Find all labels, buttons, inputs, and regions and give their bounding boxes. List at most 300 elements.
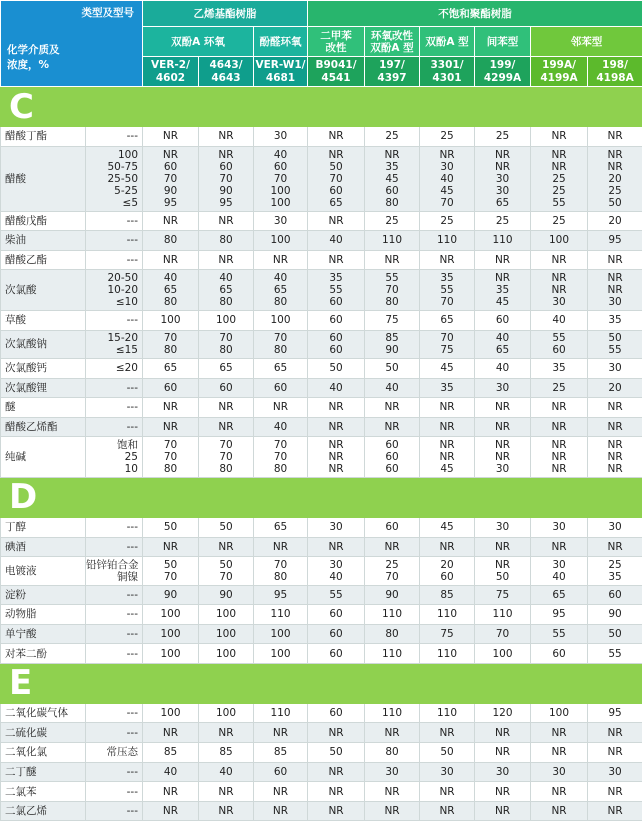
temperature-value: 110	[420, 644, 475, 664]
table-row	[1, 358, 642, 378]
temperature-value: NR	[365, 723, 420, 743]
temperature-value: 25 35	[588, 557, 642, 585]
medium-name: 动物脂	[1, 605, 86, 625]
table-row	[1, 723, 642, 743]
concentration: ---	[86, 378, 143, 398]
temperature-value: 70	[475, 624, 531, 644]
temperature-value: NR	[199, 537, 254, 557]
temperature-value: 80	[199, 231, 254, 251]
temperature-value: 35	[531, 358, 588, 378]
temperature-value: 100	[199, 624, 254, 644]
temperature-value: 65	[531, 585, 588, 605]
temperature-value: 35	[420, 378, 475, 398]
temperature-value: 85	[143, 743, 199, 763]
temperature-value: NR	[143, 398, 199, 418]
temperature-value: 100	[199, 644, 254, 664]
temperature-value: NR	[199, 723, 254, 743]
temperature-value: 30 40	[308, 557, 365, 585]
concentration: 铅锌铂合金 铜镍	[86, 557, 143, 585]
temperature-value: 65	[254, 517, 308, 537]
temperature-value: 90	[199, 585, 254, 605]
temperature-value: 100	[143, 605, 199, 625]
temperature-value: NR	[143, 417, 199, 437]
temperature-value: 35	[588, 310, 642, 330]
table-row	[1, 330, 642, 358]
temperature-value: NR	[475, 801, 531, 821]
temperature-value: NR	[143, 537, 199, 557]
temperature-value: NR	[254, 398, 308, 418]
temperature-value: 40 65 80	[199, 270, 254, 311]
temperature-value: 100	[143, 703, 199, 723]
temperature-value: NR	[254, 250, 308, 270]
temperature-value: 60	[531, 644, 588, 664]
temperature-value: 65	[199, 358, 254, 378]
concentration: ---	[86, 801, 143, 821]
temperature-value: NR	[531, 417, 588, 437]
temperature-value: 90	[143, 585, 199, 605]
temperature-value: NR	[143, 211, 199, 231]
temperature-value: 40	[308, 378, 365, 398]
temperature-value: NR	[308, 127, 365, 147]
temperature-value: 55	[588, 644, 642, 664]
temperature-value: 100	[199, 605, 254, 625]
temperature-value: 70 70 80	[143, 437, 199, 478]
temperature-value: 110	[475, 605, 531, 625]
corner-medium-label: 化学介质及 浓度，%	[7, 44, 60, 71]
temperature-value: NR NR 45	[420, 437, 475, 478]
temperature-value: NR	[475, 537, 531, 557]
temperature-value: NR	[308, 723, 365, 743]
table-row	[1, 782, 642, 802]
temperature-value: NR	[588, 537, 642, 557]
concentration: ---	[86, 231, 143, 251]
temperature-value: 100	[143, 310, 199, 330]
temperature-value: NR NR NR	[531, 437, 588, 478]
temperature-value: 110	[254, 703, 308, 723]
temperature-value: 40 65	[475, 330, 531, 358]
medium-name: 二硫化碳	[1, 723, 86, 743]
temperature-value: 25	[365, 127, 420, 147]
temperature-value: NR	[588, 127, 642, 147]
table-row	[1, 743, 642, 763]
temperature-value: NR	[531, 398, 588, 418]
type-bisphenol: 双酚A 型	[420, 27, 475, 57]
temperature-value: NR 35 45 60 80	[365, 146, 420, 211]
temperature-value: 80	[365, 624, 420, 644]
concentration: 常压态	[86, 743, 143, 763]
temperature-value: 65	[143, 358, 199, 378]
temperature-value: NR NR 30	[588, 270, 642, 311]
temperature-value: 110	[475, 231, 531, 251]
medium-name: 醋酸	[1, 146, 86, 211]
temperature-value: 25 70	[365, 557, 420, 585]
temperature-value: NR	[475, 398, 531, 418]
temperature-value: 110	[365, 644, 420, 664]
temperature-value: 30	[588, 517, 642, 537]
corner-type-label: 类型及型号	[81, 7, 134, 19]
temperature-value: NR	[308, 398, 365, 418]
temperature-value: 30 40	[531, 557, 588, 585]
group-vinyl-ester: 乙烯基酯树脂	[143, 1, 308, 27]
temperature-value: NR	[588, 250, 642, 270]
temperature-value: 80	[143, 231, 199, 251]
section-letter: E	[1, 663, 642, 703]
temperature-value: 75	[420, 624, 475, 644]
temperature-value: NR	[475, 743, 531, 763]
table-row	[1, 270, 642, 311]
medium-name: 次氯酸	[1, 270, 86, 311]
concentration: ≤20	[86, 358, 143, 378]
temperature-value: 70 80	[254, 557, 308, 585]
temperature-value: NR NR 30 30 65	[475, 146, 531, 211]
temperature-value: 40	[531, 310, 588, 330]
temperature-value: NR	[475, 782, 531, 802]
medium-name: 丁醇	[1, 517, 86, 537]
medium-name: 次氯酸钠	[1, 330, 86, 358]
concentration: ---	[86, 585, 143, 605]
temperature-value: NR	[308, 537, 365, 557]
temperature-value: NR	[365, 782, 420, 802]
temperature-value: NR NR 30	[475, 437, 531, 478]
temperature-value: 30	[420, 762, 475, 782]
temperature-value: NR 60 70 90 95	[143, 146, 199, 211]
temperature-value: 110	[420, 231, 475, 251]
temperature-value: NR 50	[475, 557, 531, 585]
medium-name: 草酸	[1, 310, 86, 330]
temperature-value: NR	[254, 801, 308, 821]
temperature-value: 35 55 70	[420, 270, 475, 311]
temperature-value: NR	[475, 250, 531, 270]
temperature-value: 60 60 60	[365, 437, 420, 478]
temperature-value: 50	[365, 358, 420, 378]
temperature-value: NR	[531, 782, 588, 802]
temperature-value: 30	[475, 378, 531, 398]
temperature-value: NR NR NR	[308, 437, 365, 478]
temperature-value: NR	[199, 417, 254, 437]
table-row	[1, 310, 642, 330]
table-row	[1, 231, 642, 251]
temperature-value: 30	[475, 517, 531, 537]
concentration: ---	[86, 762, 143, 782]
temperature-value: NR	[143, 127, 199, 147]
temperature-value: 110	[420, 703, 475, 723]
temperature-value: 90	[365, 585, 420, 605]
medium-name: 醚	[1, 398, 86, 418]
temperature-value: 60	[588, 585, 642, 605]
temperature-value: NR	[420, 782, 475, 802]
temperature-value: 25	[475, 127, 531, 147]
temperature-value: 25	[420, 211, 475, 231]
medium-name: 淀粉	[1, 585, 86, 605]
temperature-value: NR	[254, 782, 308, 802]
temperature-value: 70 70 80	[199, 437, 254, 478]
temperature-value: 60	[143, 378, 199, 398]
model-code: VER-2/ 4602	[143, 57, 199, 87]
temperature-value: 40 65 80	[143, 270, 199, 311]
temperature-value: 100	[254, 624, 308, 644]
concentration: ---	[86, 211, 143, 231]
temperature-value: NR	[199, 211, 254, 231]
temperature-value: NR	[531, 723, 588, 743]
temperature-value: 60	[365, 517, 420, 537]
temperature-value: NR	[420, 417, 475, 437]
medium-name: 醋酸丁酯	[1, 127, 86, 147]
temperature-value: NR	[531, 743, 588, 763]
temperature-value: 95	[531, 605, 588, 625]
medium-name: 二氧化碳气体	[1, 703, 86, 723]
concentration: ---	[86, 250, 143, 270]
model-code: 199/ 4299A	[475, 57, 531, 87]
temperature-value: 100	[199, 310, 254, 330]
group-unsaturated-polyester: 不饱和聚酯树脂	[308, 1, 642, 27]
temperature-value: 40	[199, 762, 254, 782]
temperature-value: NR	[531, 801, 588, 821]
temperature-value: NR	[143, 801, 199, 821]
table-row	[1, 624, 642, 644]
medium-name: 醋酸乙酯	[1, 250, 86, 270]
temperature-value: 60	[254, 378, 308, 398]
temperature-value: NR	[475, 417, 531, 437]
medium-name: 二氯乙烯	[1, 801, 86, 821]
temperature-value: NR	[365, 398, 420, 418]
temperature-value: NR	[308, 250, 365, 270]
temperature-value: 60 60	[308, 330, 365, 358]
type-isophthalic: 间苯型	[475, 27, 531, 57]
temperature-value: 100	[475, 644, 531, 664]
temperature-value: 30	[531, 517, 588, 537]
table-row	[1, 762, 642, 782]
temperature-value: 110	[254, 605, 308, 625]
concentration: ---	[86, 417, 143, 437]
temperature-value: 30	[254, 127, 308, 147]
temperature-value: 50 70	[199, 557, 254, 585]
temperature-value: NR	[588, 398, 642, 418]
table-row	[1, 211, 642, 231]
medium-name: 柴油	[1, 231, 86, 251]
temperature-value: 55 70 80	[365, 270, 420, 311]
type-epoxy-modified-bisphenol: 环氧改性 双酚A 型	[365, 27, 420, 57]
temperature-value: 70 80	[254, 330, 308, 358]
temperature-value: NR	[588, 723, 642, 743]
temperature-value: 50	[588, 624, 642, 644]
temperature-value: 35 55 60	[308, 270, 365, 311]
temperature-value: 110	[365, 703, 420, 723]
temperature-value: NR	[531, 250, 588, 270]
temperature-value: NR	[143, 723, 199, 743]
temperature-value: 120	[475, 703, 531, 723]
temperature-value: 75	[475, 585, 531, 605]
temperature-value: NR	[531, 537, 588, 557]
table-row	[1, 585, 642, 605]
temperature-value: 100	[254, 644, 308, 664]
medium-name: 单宁酸	[1, 624, 86, 644]
medium-name: 碘酒	[1, 537, 86, 557]
temperature-value: 25	[531, 211, 588, 231]
temperature-value: 40	[308, 231, 365, 251]
temperature-value: NR	[588, 801, 642, 821]
temperature-value: 50	[308, 743, 365, 763]
temperature-value: 110	[365, 231, 420, 251]
temperature-value: NR	[365, 417, 420, 437]
temperature-value: 100	[143, 624, 199, 644]
table-row	[1, 417, 642, 437]
temperature-value: NR	[308, 762, 365, 782]
medium-name: 次氯酸钙	[1, 358, 86, 378]
temperature-value: 60	[199, 378, 254, 398]
temperature-value: 85	[199, 743, 254, 763]
section-letter: D	[1, 477, 642, 517]
concentration: ---	[86, 782, 143, 802]
temperature-value: 30	[475, 762, 531, 782]
temperature-value: NR	[199, 782, 254, 802]
temperature-value: NR	[143, 250, 199, 270]
temperature-value: 20 60	[420, 557, 475, 585]
concentration: 饱和 25 10	[86, 437, 143, 478]
temperature-value: NR	[199, 127, 254, 147]
temperature-value: 25	[365, 211, 420, 231]
medium-name: 次氯酸锂	[1, 378, 86, 398]
header-corner	[1, 1, 143, 87]
temperature-value: 40	[365, 378, 420, 398]
temperature-value: NR	[143, 782, 199, 802]
medium-name: 二氯苯	[1, 782, 86, 802]
concentration: ---	[86, 127, 143, 147]
concentration: ---	[86, 624, 143, 644]
concentration: ---	[86, 703, 143, 723]
temperature-value: 100	[143, 644, 199, 664]
type-bisphenol-epoxy: 双酚A 环氧	[143, 27, 254, 57]
temperature-value: NR 60 70 90 95	[199, 146, 254, 211]
model-code: 4643/ 4643	[199, 57, 254, 87]
medium-name: 二氧化氯	[1, 743, 86, 763]
temperature-value: 20	[588, 378, 642, 398]
temperature-value: 60	[308, 644, 365, 664]
temperature-value: 60	[308, 703, 365, 723]
temperature-value: NR	[199, 398, 254, 418]
temperature-value: NR	[308, 417, 365, 437]
temperature-value: 110	[420, 605, 475, 625]
temperature-value: NR	[531, 127, 588, 147]
temperature-value: NR NR NR	[588, 437, 642, 478]
temperature-value: 40	[254, 417, 308, 437]
model-code: 197/ 4397	[365, 57, 420, 87]
temperature-value: NR	[588, 417, 642, 437]
type-novolac-epoxy: 酚醛环氧	[254, 27, 308, 57]
temperature-value: 50	[308, 358, 365, 378]
temperature-value: 70 70 80	[254, 437, 308, 478]
temperature-value: 55	[308, 585, 365, 605]
temperature-value: NR NR 25 25 55	[531, 146, 588, 211]
temperature-value: NR	[420, 723, 475, 743]
temperature-value: NR	[420, 250, 475, 270]
temperature-value: NR	[420, 537, 475, 557]
temperature-value: 95	[588, 231, 642, 251]
temperature-value: 50 70	[143, 557, 199, 585]
temperature-value: NR NR 20 25 50	[588, 146, 642, 211]
temperature-value: NR	[588, 743, 642, 763]
temperature-value: 25	[475, 211, 531, 231]
temperature-value: 30	[531, 762, 588, 782]
concentration: ---	[86, 605, 143, 625]
temperature-value: 40 65 80	[254, 270, 308, 311]
model-code: 199A/ 4199A	[531, 57, 588, 87]
medium-name: 电镀液	[1, 557, 86, 585]
temperature-value: 85 90	[365, 330, 420, 358]
model-code: B9041/ 4541	[308, 57, 365, 87]
temperature-value: 45	[420, 358, 475, 378]
table-row	[1, 146, 642, 211]
table-row	[1, 537, 642, 557]
concentration: ---	[86, 398, 143, 418]
table-row	[1, 127, 642, 147]
section-letter: C	[1, 87, 642, 127]
temperature-value: 70 75	[420, 330, 475, 358]
temperature-value: 70 80	[143, 330, 199, 358]
temperature-value: 55	[531, 624, 588, 644]
concentration: 15-20 ≤15	[86, 330, 143, 358]
temperature-value: 30	[254, 211, 308, 231]
medium-name: 纯碱	[1, 437, 86, 478]
temperature-value: NR 30 40 45 70	[420, 146, 475, 211]
table-row	[1, 250, 642, 270]
temperature-value: 30	[588, 358, 642, 378]
concentration: ---	[86, 310, 143, 330]
temperature-value: NR	[308, 782, 365, 802]
temperature-value: 85	[254, 743, 308, 763]
temperature-value: NR NR 30	[531, 270, 588, 311]
temperature-value: NR	[365, 801, 420, 821]
temperature-value: 50 55	[588, 330, 642, 358]
temperature-value: NR	[475, 723, 531, 743]
temperature-value: NR	[199, 801, 254, 821]
temperature-value: NR	[254, 723, 308, 743]
temperature-value: 110	[365, 605, 420, 625]
table-row	[1, 644, 642, 664]
temperature-value: 100	[254, 310, 308, 330]
temperature-value: NR 35 45	[475, 270, 531, 311]
concentration: 100 50-75 25-50 5-25 ≤5	[86, 146, 143, 211]
type-orthophthalic: 邻苯型	[531, 27, 642, 57]
temperature-value: NR	[420, 398, 475, 418]
temperature-value: NR	[254, 537, 308, 557]
temperature-value: 30	[588, 762, 642, 782]
medium-name: 对苯二酚	[1, 644, 86, 664]
temperature-value: 50	[420, 743, 475, 763]
temperature-value: 100	[199, 703, 254, 723]
temperature-value: 50	[143, 517, 199, 537]
temperature-value: 45	[420, 517, 475, 537]
concentration: ---	[86, 644, 143, 664]
temperature-value: 60	[254, 762, 308, 782]
concentration: ---	[86, 517, 143, 537]
table-row	[1, 398, 642, 418]
temperature-value: NR	[199, 250, 254, 270]
temperature-value: NR	[308, 801, 365, 821]
temperature-value: 30	[308, 517, 365, 537]
temperature-value: 75	[365, 310, 420, 330]
model-code: 198/ 4198A	[588, 57, 642, 87]
concentration: 20-50 10-20 ≤10	[86, 270, 143, 311]
temperature-value: 95	[254, 585, 308, 605]
temperature-value: 80	[365, 743, 420, 763]
table-row	[1, 437, 642, 478]
temperature-value: NR	[420, 801, 475, 821]
temperature-value: 70 80	[199, 330, 254, 358]
temperature-value: 85	[420, 585, 475, 605]
temperature-value: NR 50 70 60 65	[308, 146, 365, 211]
medium-name: 醋酸戊酯	[1, 211, 86, 231]
table-row	[1, 605, 642, 625]
